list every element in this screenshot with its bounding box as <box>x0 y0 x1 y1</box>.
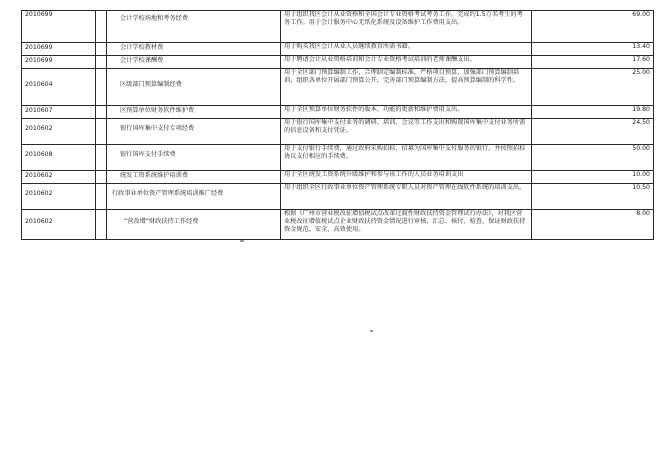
function-code: 2010699 <box>22 56 96 69</box>
item-description <box>281 145 532 171</box>
amount-cell: 10.00 <box>532 171 654 184</box>
description-text: 用于银行国库集中支付业务的调研、培训、会议等工作支出和购置国库集中支付业务所需的信息设备和支付凭证。 <box>284 119 526 135</box>
item-name <box>107 145 281 171</box>
item-name-text: 银行国库支付手续费 <box>120 151 176 158</box>
blank-cell <box>96 119 107 145</box>
amount-cell: 10.50 <box>532 184 654 210</box>
item-description <box>281 11 532 43</box>
description-text: 用于全区预算单位财务软件的版本、功能的更新和维护费用支出。 <box>284 106 464 113</box>
table-row <box>22 106 654 119</box>
item-name-text: 区预算单位财务软件维护费 <box>120 107 195 114</box>
item-description <box>281 119 532 145</box>
amount-cell: 13.40 <box>532 43 654 56</box>
table-row <box>22 56 654 69</box>
blank-cell <box>96 145 107 171</box>
description-text: 用于聘请会计从业资格培训和会计专业资格考试培训的老师课酬支出。 <box>284 56 476 63</box>
function-code: 2010602 <box>22 184 96 210</box>
function-code: 2010699 <box>22 11 96 43</box>
function-code: 2010699 <box>22 43 96 56</box>
item-name <box>107 171 281 184</box>
item-name <box>107 56 281 69</box>
item-name-text: 行政事业单位资产管理系统培训推广经费 <box>112 190 224 197</box>
amount-cell: 19.80 <box>532 106 654 119</box>
description-text: 用于组织全区行政事业单位资产管理系统专职人员对资产管理在线软件系统的培训支出。 <box>284 184 526 191</box>
item-description <box>281 210 532 240</box>
table-row <box>22 69 654 106</box>
description-text: 用于全区部门预算编制工作，合理制定编制标准，严格项目预算，加强部门预算编制培训，组织各单位开展部门预算公开，完善部门预算编制方法，提高预算编制的科学性。 <box>284 69 520 85</box>
item-name <box>107 11 281 43</box>
item-name-text: 会计学校课酬费 <box>120 57 164 64</box>
amount-cell: 17.60 <box>532 56 654 69</box>
function-code: 2010602 <box>22 210 96 240</box>
table-row <box>22 171 654 184</box>
blank-cell <box>96 184 107 210</box>
table-row <box>22 184 654 210</box>
item-description <box>281 171 532 184</box>
table-row <box>22 43 654 56</box>
function-code: 2010604 <box>22 69 96 106</box>
item-name-text: 银行国库集中支付专项经费 <box>120 125 195 132</box>
description-text: 用于购买我区会计从业人员继续教育所需书籍。 <box>284 43 414 50</box>
description-text: 根据《广州市营业税改征增值税试点改革过渡性财政扶持资金管理试行办法》，对我区营业税改征增值税试点企业财政扶持资金情况进行审核、汇总、核付、检查，保证财政扶持资金规范、安全、高效使用。 <box>284 210 526 234</box>
function-code: 2010602 <box>22 119 96 145</box>
item-name-text: 会计学校教材费 <box>120 44 164 51</box>
blank-cell <box>96 56 107 69</box>
item-name-text: 区级部门预算编制经费 <box>120 81 182 88</box>
item-name-text: 会计学校场地和考务经费 <box>120 15 189 22</box>
item-name-text: 统发工资系统维护培训费 <box>120 172 189 179</box>
table-row <box>22 119 654 145</box>
amount-cell: 24.50 <box>532 119 654 145</box>
item-name <box>107 119 281 145</box>
function-code: 2010608 <box>22 145 96 171</box>
budget-table <box>21 10 654 240</box>
table-row <box>22 210 654 240</box>
blank-cell <box>96 43 107 56</box>
description-text: 用于支付银行手续费，通过政府采购招标，招募为国库集中支付服务的银行，并按照招标协议支付相应的手续费。 <box>284 145 526 161</box>
item-description <box>281 56 532 69</box>
item-name <box>107 106 281 119</box>
scan-speck <box>370 330 373 332</box>
table-row <box>22 145 654 171</box>
table-row <box>22 11 654 43</box>
amount-cell: 25.00 <box>532 69 654 106</box>
item-description <box>281 106 532 119</box>
item-name-text: “营改增”财政扶持工作经费 <box>124 218 199 225</box>
item-name <box>107 210 281 240</box>
blank-cell <box>96 69 107 106</box>
blank-cell <box>96 171 107 184</box>
blank-cell <box>96 210 107 240</box>
item-description <box>281 43 532 56</box>
blank-cell <box>96 11 107 43</box>
amount-cell: 69.00 <box>532 11 654 43</box>
item-name <box>107 69 281 106</box>
item-description <box>281 69 532 106</box>
function-code: 2010607 <box>22 106 96 119</box>
function-code: 2010602 <box>22 171 96 184</box>
amount-cell: 50.00 <box>532 145 654 171</box>
amount-cell: 8.00 <box>532 210 654 240</box>
item-name <box>107 43 281 56</box>
description-text: 用于全区统发工资系统升级维护和参与该工作的人员业务培训支出 <box>284 171 464 178</box>
blank-cell <box>96 106 107 119</box>
scan-speck <box>240 240 244 242</box>
description-text: 用于组织我区会计从业资格和全国会计专业资格考试考务工作，完成约1.5万名考生的考务工作。用于会计服务中心无纸化系统及设备维护工作费用支出。 <box>284 11 523 27</box>
item-description <box>281 184 532 210</box>
item-name <box>107 184 281 210</box>
